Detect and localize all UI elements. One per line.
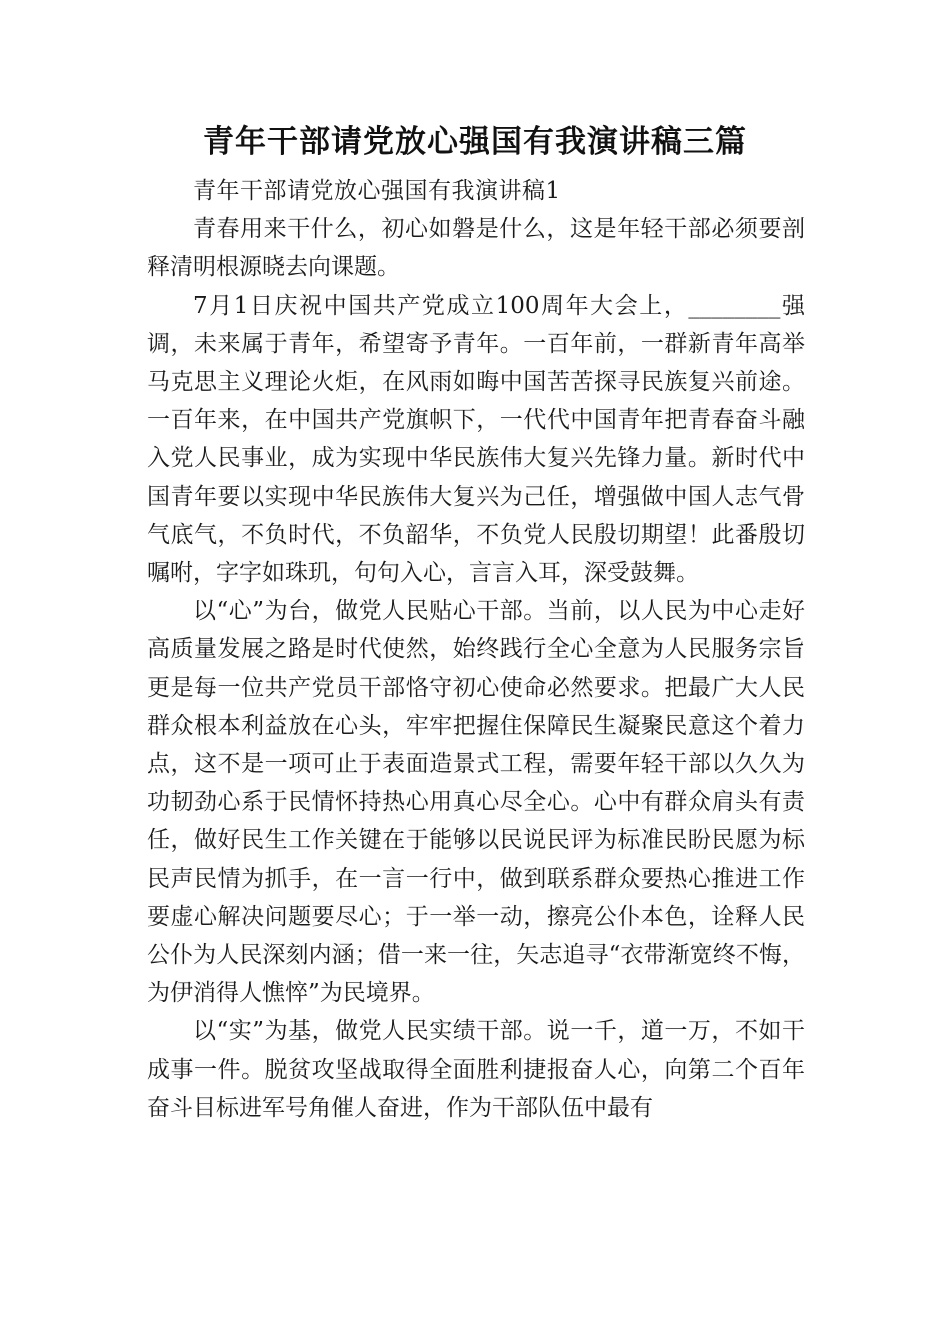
paragraph: 青春用来干什么，初心如磐是什么，这是年轻干部必须要剖释清明根源晓去向课题。 [147, 216, 805, 281]
document-body [147, 172, 805, 1127]
paragraph: 以“实”为基，做党人民实绩干部。说一千，道一万，不如干成事一件。脱贫攻坚战取得全面胜利捷报奋人心，向第二个百年奋斗目标进军号角催人奋进，作为干部队伍中最有 [147, 1018, 805, 1121]
paragraph: 7月1日庆祝中国共产党成立100周年大会上，________强调，未来属于青年，希望寄予青年。一百年前，一群新青年高举马克思主义理论火炬，在风雨如晦中国苦苦探寻民族复兴前途。一百年来，在中国共产党旗帜下，一代代中国青年把青春奋斗融入党人民事业，成为实现中华民族伟大复兴先锋力量。新时代中国青年要以实现中华民族伟大复兴为己任，增强做中国人志气骨气底气，不负时代，不负韶华，不负党人民殷切期望！此番殷切嘱咐，字字如珠玑，句句入心，言言入耳，深受鼓舞。 [147, 292, 805, 587]
paragraph: 以“心”为台，做党人民贴心干部。当前，以人民为中心走好高质量发展之路是时代使然，始终践行全心全意为人民服务宗旨更是每一位共产党员干部恪守初心使命必然要求。把最广大人民群众根本利益放在心头，牢牢把握住保障民生凝聚民意这个着力点，这不是一项可止于表面造景式工程，需要年轻干部以久久为功韧劲心系于民情怀持热心用真心尽全心。心中有群众肩头有责任，做好民生工作关键在于能够以民说民评为标准民盼民愿为标民声民情为抓手，在一言一行中，做到联系群众要热心推进工作要虚心解决问题要尽心；于一举一动，擦亮公仆本色，诠释人民公仆为人民深刻内涵；借一来一往，矢志追寻“衣带渐宽终不悔，为伊消得人憔悴”为民境界。 [147, 598, 805, 1007]
document-title: 青年干部请党放心强国有我演讲稿三篇 [203, 124, 747, 160]
speech-subtitle: 青年干部请党放心强国有我演讲稿1 [193, 178, 561, 204]
